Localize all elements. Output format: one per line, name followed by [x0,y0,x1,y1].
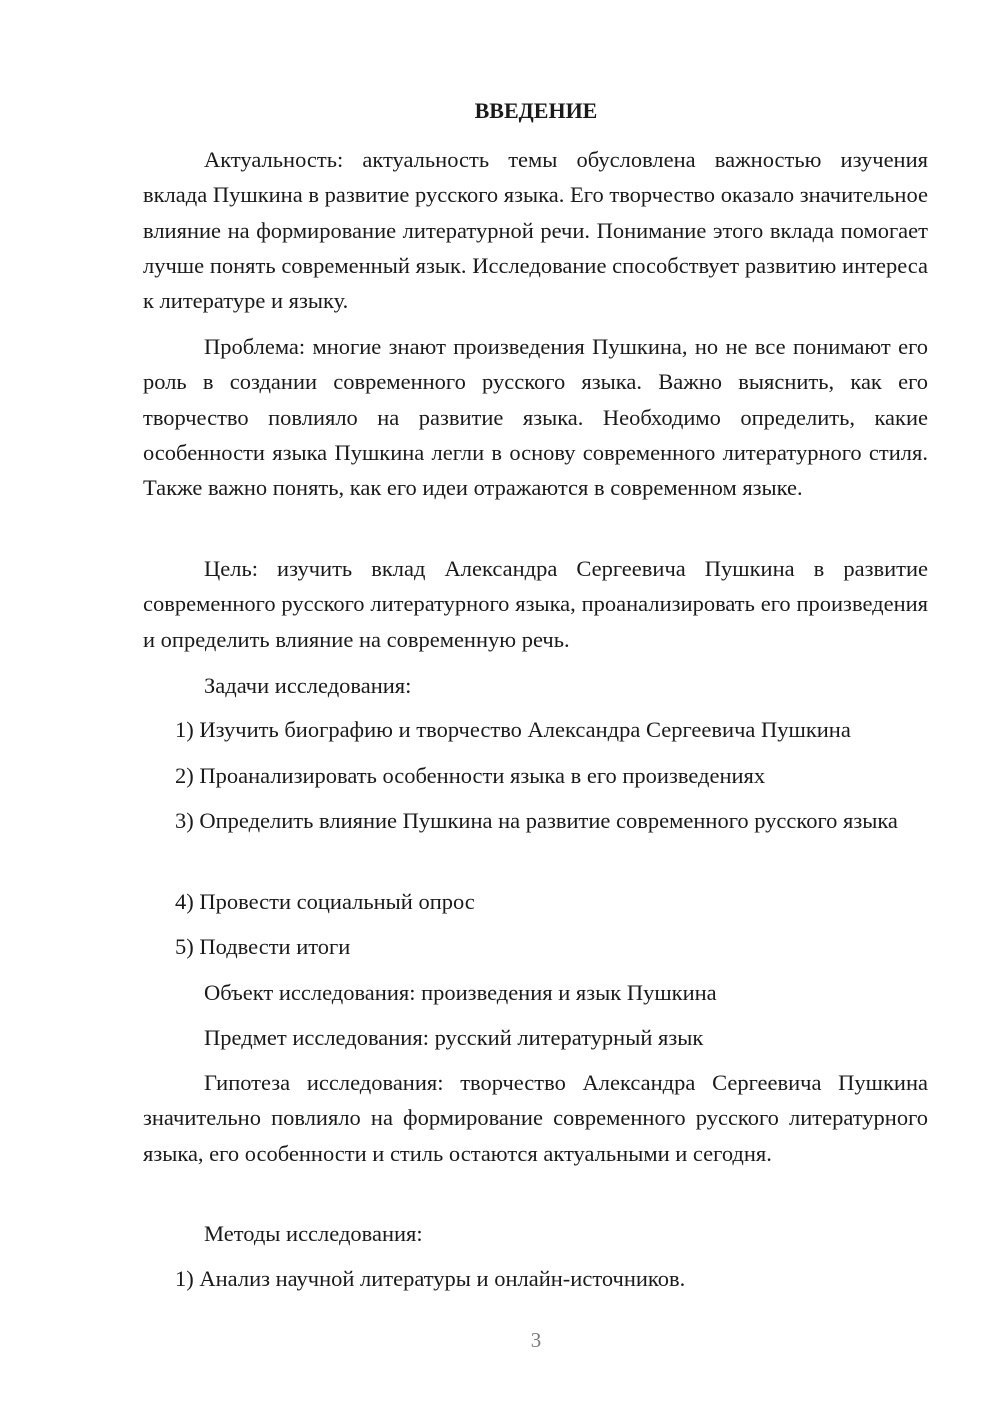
task-item-2: 2) Проанализировать особенности языка в его произведениях [175,763,766,788]
methods-heading: Методы исследования: [204,1221,423,1246]
task-item-5: 5) Подвести итоги [175,934,351,959]
task-item-1: 1) Изучить биографию и творчество Александра Сергеевича Пушкина [175,717,851,742]
tasks-heading: Задачи исследования: [204,673,412,698]
paragraph-problem: Проблема: многие знают произведения Пушкина, но не все понимают его роль в создании современного русского языка. Важно выяснить, как его творчество повлияло на развитие языка. Необходимо определить, какие особенности языка Пушкина легли в основу современного литературного стиля. Также важно понять, как его идеи отражаются в современном языке. [143,334,928,501]
paragraph-hypothesis: Гипотеза исследования: творчество Александра Сергеевича Пушкина значительно повлияло на формирование современного русского литературного языка, его особенности и стиль остаются актуальными и сегодня. [143,1070,928,1166]
task-item-3: 3) Определить влияние Пушкина на развитие современного русского языка [175,808,898,833]
paragraph-object: Объект исследования: произведения и язык Пушкина [204,980,717,1005]
paragraph-subject: Предмет исследования: русский литературный язык [204,1025,704,1050]
section-title: ВВЕДЕНИЕ [474,98,598,123]
page-number: 3 [530,1328,542,1352]
paragraph-goal: Цель: изучить вклад Александра Сергеевича Пушкина в развитие современного русского литературного языка, проанализировать его произведения и определить влияние на современную речь. [143,556,928,652]
paragraph-relevance: Актуальность: актуальность темы обусловлена важностью изучения вклада Пушкина в развитие русского языка. Его творчество оказало значительное влияние на формирование литературной речи. Понимание этого вклада помогает лучше понять современный язык. Исследование способствует развитию интереса к литературе и языку. [143,147,928,314]
task-item-4: 4) Провести социальный опрос [175,889,475,914]
method-item-1: 1) Анализ научной литературы и онлайн-источников. [175,1266,686,1291]
